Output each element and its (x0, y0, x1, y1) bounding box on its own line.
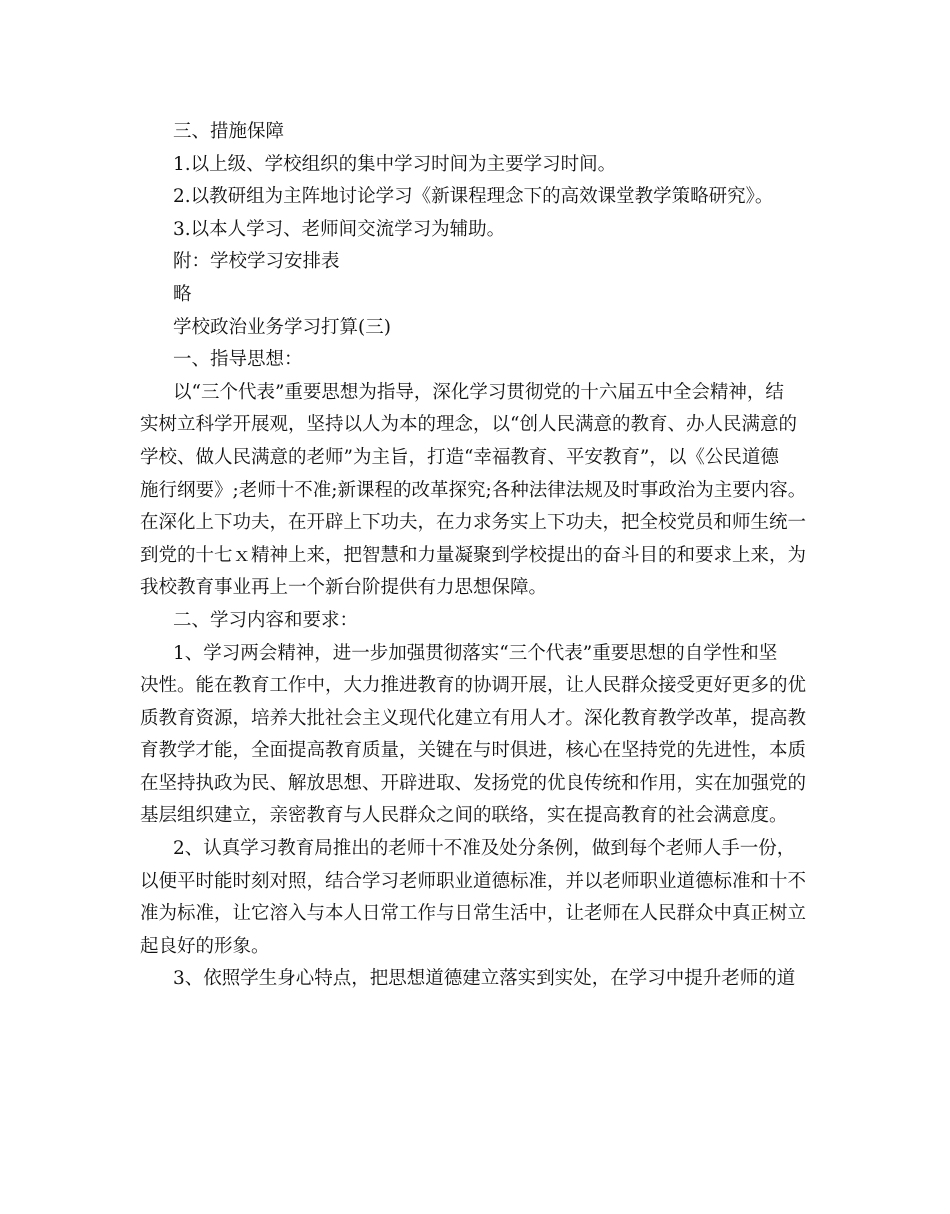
text-line: 在坚持执政为民、解放思想、开辟进取、发扬党的优良传统和作用，实在加强党的 (140, 772, 807, 794)
text-line: 2.以教研组为主阵地讨论学习《新课程理念下的高效课堂教学策略研究》。 (173, 186, 774, 208)
text-line: 到党的十七ｘ精神上来，把智慧和力量凝聚到学校提出的奋斗目的和要求上来，为 (140, 544, 807, 566)
text-line: 在深化上下功夫，在开辟上下功夫，在力求务实上下功夫，把全校党员和师生统一 (140, 512, 807, 534)
text-line: 起良好的形象。 (140, 935, 270, 957)
text-line: 育教学才能，全面提高教育质量，关键在与时俱进，核心在坚持党的先进性，本质 (140, 740, 807, 762)
text-line: 以便平时能时刻对照，结合学习老师职业道德标准，并以老师职业道德标准和十不 (140, 870, 807, 892)
text-line: 2、认真学习教育局推出的老师十不准及处分条例，做到每个老师人手一份， (173, 838, 796, 860)
text-line: 1、学习两会精神，进一步加强贯彻落实“三个代表”重要思想的自学性和坚 (173, 642, 778, 664)
text-line: 实树立科学开展观，坚持以人为本的理念，以“创人民满意的教育、办人民满意的 (140, 414, 797, 436)
text-line: 三、措施保障 (173, 121, 285, 142)
text-line: 一、指导思想： (173, 349, 303, 371)
text-line: 施行纲要》;老师十不准;新课程的改革探究;各种法律法规及时事政治为主要内容。 (140, 479, 807, 501)
text-line: 学校、做人民满意的老师”为主旨，打造“幸福教育、平安教育”，以《公民道德 (140, 446, 779, 468)
text-line: 1.以上级、学校组织的集中学习时间为主要学习时间。 (173, 153, 617, 175)
text-line: 决性。能在教育工作中，大力推进教育的协调开展，让人民群众接受更好更多的优 (140, 675, 807, 697)
text-line: 略 (173, 283, 192, 305)
text-line: 我校教育事业再上一个新台阶提供有力思想保障。 (140, 577, 548, 599)
text-line: 3、依照学生身心特点，把思想道德建立落实到实处，在学习中提升老师的道 (173, 968, 796, 990)
text-line: 二、学习内容和要求： (173, 609, 359, 631)
document-body (140, 116, 830, 996)
text-line: 准为标准，让它溶入与本人日常工作与日常生活中，让老师在人民群众中真正树立 (140, 903, 807, 925)
text-line: 学校政治业务学习打算(三) (173, 316, 391, 338)
text-line: 3.以本人学习、老师间交流学习为辅助。 (173, 218, 506, 240)
text-line: 附：学校学习安排表 (173, 251, 340, 273)
text-line: 以“三个代表”重要思想为指导，深化学习贯彻党的十六届五中全会精神，结 (173, 381, 784, 403)
text-line: 基层组织建立，亲密教育与人民群众之间的联络，实在提高教育的社会满意度。 (140, 805, 788, 827)
text-line: 质教育资源，培养大批社会主义现代化建立有用人才。深化教育教学改革，提高教 (140, 707, 807, 729)
